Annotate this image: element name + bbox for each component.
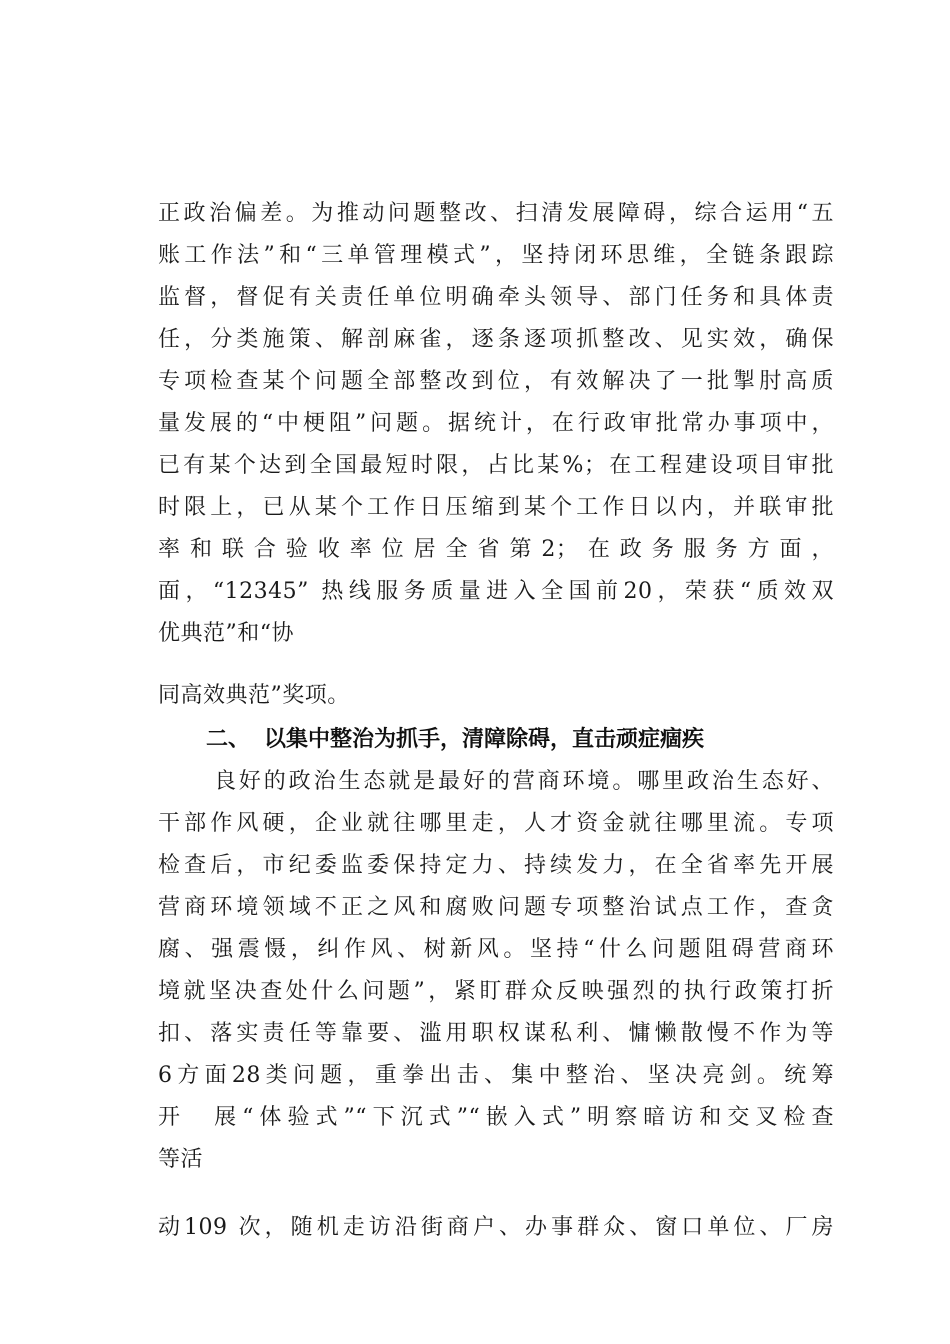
paragraph-1-line: 正政治偏差。为推动问题整改、扫清发展障碍，综合运用“五 bbox=[158, 201, 834, 226]
paragraph-2-line: 境就坚决查处什么问题”，紧盯群众反映强烈的执行政策打折 bbox=[158, 979, 834, 1004]
paragraph-2-line: 扣、落实责任等靠要、滥用职权谋私利、慵懒散慢不作为等 bbox=[158, 1021, 834, 1046]
paragraph-1-line: 面，“12345” 热线服务质量进入全国前20，荣获“质效双 bbox=[158, 579, 834, 604]
paragraph-1-continuation: 同高效典范”奖项。 bbox=[158, 683, 350, 708]
section-heading-number: 二、 bbox=[206, 727, 251, 752]
paragraph-1-line: 专项检查某个问题全部整改到位，有效解决了一批掣肘高质 bbox=[158, 369, 834, 394]
paragraph-1-line: 率和联合验收率位居全省第2；在政务服务方面， bbox=[158, 537, 834, 562]
section-heading bbox=[206, 720, 846, 760]
paragraph-2-line: 营商环境领域不正之风和腐败问题专项整治试点工作，查贪 bbox=[158, 895, 834, 920]
paragraph-2-line: 腐、强震慑，纠作风、树新风。坚持“什么问题阻碍营商环 bbox=[158, 937, 834, 962]
paragraph-2-line: 开 展“体验式”“下沉式”“嵌入式”明察暗访和交叉检查 bbox=[158, 1105, 834, 1130]
paragraph-2-line: 良好的政治生态就是最好的营商环境。哪里政治生态好、 bbox=[214, 769, 834, 794]
paragraph-1-line: 任，分类施策、解剖麻雀，逐条逐项抓整改、见实效，确保 bbox=[158, 327, 834, 352]
paragraph-2-line: 等活 bbox=[158, 1147, 204, 1172]
paragraph-1-line: 监督，督促有关责任单位明确牵头领导、部门任务和具体责 bbox=[158, 285, 834, 310]
paragraph-1-line: 量发展的“中梗阻”问题。据统计，在行政审批常办事项中， bbox=[158, 411, 834, 436]
paragraph-1-line: 时限上，已从某个工作日压缩到某个工作日以内，并联审批 bbox=[158, 495, 834, 520]
paragraph-2-line: 6方面28类问题，重拳出击、集中整治、坚决亮剑。统筹 bbox=[158, 1063, 834, 1088]
paragraph-2-line: 检查后，市纪委监委保持定力、持续发力，在全省率先开展 bbox=[158, 853, 834, 878]
paragraph-1-line: 优典范”和“协 bbox=[158, 621, 294, 646]
paragraph-2-line: 干部作风硬，企业就往哪里走，人才资金就往哪里流。专项 bbox=[158, 811, 834, 836]
paragraph-1-line: 已有某个达到全国最短时限，占比某%；在工程建设项目审批 bbox=[158, 453, 834, 478]
paragraph-1-line: 账工作法”和“三单管理模式”，坚持闭环思维，全链条跟踪 bbox=[158, 243, 834, 268]
paragraph-2-continuation: 动109 次，随机走访沿街商户、办事群众、窗口单位、厂房 bbox=[158, 1215, 834, 1240]
section-heading-title: 以集中整治为抓手，清障除碍，直击顽症痼疾 bbox=[264, 727, 705, 752]
